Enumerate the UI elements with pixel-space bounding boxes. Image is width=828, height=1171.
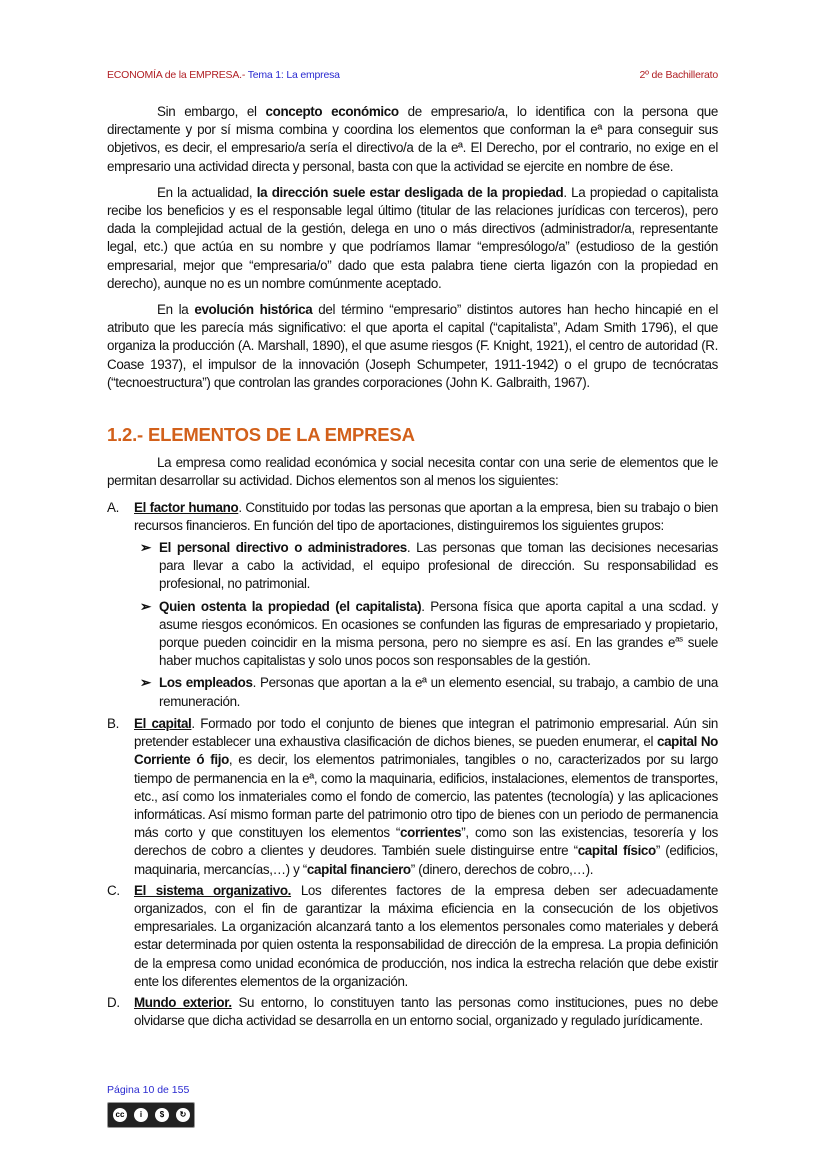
header-course: 2º de Bachillerato: [639, 69, 718, 81]
item-title: El factor humano: [134, 499, 239, 515]
bold-text: capital físico: [577, 843, 656, 859]
text-run: . Las personas que toman las decisiones necesarias para llevar a cabo la actividad, el equipo profesional de dirección. Su responsabilidad es profesional, no patrimonial.: [159, 540, 718, 592]
paragraph: [107, 184, 718, 293]
bold-text: corrientes: [400, 825, 462, 841]
intro-paragraphs: [107, 103, 718, 392]
item-text: [134, 994, 718, 1030]
list-item: [107, 715, 718, 879]
text-run: . Constituido por todas las personas que aportan a la empresa, bien su trabajo o bien recursos financieros. En función del tipo de aportaciones, distinguiremos los siguientes grupos:: [134, 499, 718, 533]
cc-icon: cc: [111, 1106, 129, 1124]
text-run: . Formado por todo el conjunto de bienes que integran el patrimonio empresarial. Aún sin pretender establecer una exhaustiva clasificación de dichos bienes, se pueden enumerar, el: [134, 715, 719, 750]
text-run: Los diferentes factores de la empresa deben ser adecuadamente organizados, con el fin de garantizar la máxima eficiencia en la consecución de los objetivos empresariales. La organización alcanzará tanto a los elementos personales como materiales y deberá estar determinada por quien ostenta la responsabilidad de dirección de la empresa. La propia definición de la empresa como unidad económica de producción, nos indica la estrecha relación que debe existir ente los diferentes elementos de la organización.: [134, 882, 718, 989]
text-run: ” (edificios, maquinaria, mercancías,…) y “: [134, 843, 719, 877]
page-header: [107, 69, 718, 81]
item-title: El capital: [134, 715, 192, 731]
item-text: [134, 715, 718, 879]
text-run: Sin embargo, el: [157, 104, 266, 119]
paragraph: [107, 103, 718, 176]
bold-text: El personal directivo o administradores: [159, 540, 407, 556]
bold-text: concepto económico: [265, 104, 399, 119]
text-run: En la: [157, 302, 195, 318]
item-letter: B.: [107, 715, 119, 731]
sa-icon: ↻: [174, 1106, 192, 1124]
bullet-item: [107, 674, 718, 710]
creative-commons-badge: [107, 1102, 195, 1128]
header-subject: ECONOMÍA de la EMPRESA.-: [107, 69, 246, 81]
bold-text: la dirección suele estar desligada de la propiedad: [256, 184, 564, 200]
text-run: de empresario/a, lo identifica con la persona que directamente y por sí misma combina y coordina los elementos que conforman la eª para conseguir sus objetivos, es decir, el empresario/a sería el directivo/a de la eª. El Derecho, por el contrario, no exige en el empresario una actividad directa y personal, basta con que la actividad se ejercite en nombre de ése.: [107, 104, 718, 174]
list-item: [107, 882, 718, 991]
document-body: [107, 103, 718, 1033]
bold-text: Quien ostenta la propiedad (el capitalista): [159, 598, 422, 614]
list-item: [107, 499, 718, 535]
arrow-bullet-icon: ➢: [140, 598, 151, 614]
list-item: [107, 994, 718, 1030]
item-letter: D.: [107, 994, 120, 1010]
page-number: Página 10 de 155: [107, 1084, 190, 1096]
bold-text: evolución histórica: [194, 302, 313, 318]
item-title: Mundo exterior.: [134, 994, 232, 1010]
item-title: El sistema organizativo.: [134, 882, 292, 898]
text-run: En la actualidad,: [157, 184, 257, 200]
elements-list: [107, 499, 718, 1031]
text-run: . La propiedad o capitalista recibe los beneficios y es el responsable legal último (titular de las relaciones jurídicas con terceros), pero dada la complejidad actual de la gestión, delega en uno o más directivos (administrador/a, representante legal, etc.) que actúa en su nombre y que podríamos llamar “empresólogo/a” (estudioso de la gestión empresarial, mejor que “empresaria/o” dado que esta palabra tiene cierta ligazón con la propiedad en derecho), aunque no es un nombre comúnmente aceptado.: [107, 184, 718, 291]
bold-text: capital financiero: [306, 861, 411, 877]
header-topic: Tema 1: La empresa: [247, 69, 340, 81]
item-letter: A.: [107, 499, 119, 515]
text-run: . Persona física que aporta capital a una scdad. y asume riesgos económicos. En ocasiones se confunden las figuras de empresariado y propietario, porque pueden coincidir en la misma persona, pero no siempre es así. En las grandes e: [159, 598, 718, 651]
nc-icon: $: [153, 1106, 171, 1124]
by-icon: i: [132, 1106, 150, 1124]
item-text: [134, 499, 718, 535]
text-run: Su entorno, lo constituyen tanto las personas como instituciones, pues no debe olvidarse que dicha actividad se desarrolla en un entorno social, organizado y regulado jurídicamente.: [134, 994, 719, 1029]
text-run: ”, como son las existencias, tesorería y los derechos de cobro a clientes y deudores. También suele distinguirse entre “: [134, 825, 718, 859]
text-run: del término “empresario” distintos autores han hecho hincapié en el atributo que les parecía más significativo: el que aporta el capital (“capitalista”, Adam Smith 1796), el que organiza la producción (A. Marshall, 1890), el que asume riesgos (F. Knight, 1921), el centro de autoridad (R. Coase 1937), el impulsor de la innovación (Joseph Schumpeter, 1911-1942) o el grupo de tecnócratas (“tecnoestructura”) que controlan las grandes corporaciones (John K. Galbraith, 1967).: [107, 302, 718, 390]
text-run: as: [675, 634, 683, 644]
bold-text: Los empleados: [159, 675, 253, 691]
arrow-bullet-icon: ➢: [140, 675, 151, 691]
text-run: . Personas que aportan a la eª un elemento esencial, su trabajo, a cambio de una remuneración.: [159, 675, 718, 709]
arrow-bullet-icon: ➢: [140, 540, 151, 556]
text-run: , es decir, los elementos patrimoniales, tangibles o no, caracterizados por su largo tiempo de permanencia en la eª, como la maquinaria, edificios, instalaciones, elementos de transportes, etc., así como los inmateriales como el fondo de comercio, las patentes (tecnología) y las aplicaciones informáticas. Así mismo forman parte del patrimonio otro tipo de bienes con un periodo de permanencia más corto y que constituyen los elementos “: [134, 752, 718, 841]
text-run: suele haber muchos capitalistas y solo unos pocos son responsables de la gestión.: [159, 635, 718, 669]
section-intro: [107, 454, 718, 490]
bullet-item: [107, 539, 718, 594]
bold-text: capital No Corriente ó fijo: [134, 734, 718, 768]
item-letter: C.: [107, 882, 120, 898]
section-heading: 1.2.- ELEMENTOS DE LA EMPRESA: [107, 424, 415, 446]
bullet-item: [107, 598, 718, 671]
paragraph: [107, 301, 718, 392]
text-run: ” (dinero, derechos de cobro,…).: [410, 861, 594, 877]
item-text: [134, 882, 718, 991]
text-run: La empresa como realidad económica y social necesita contar con una serie de elementos que le permitan desarrollar su actividad. Dichos elementos son al menos los siguientes:: [107, 455, 718, 489]
